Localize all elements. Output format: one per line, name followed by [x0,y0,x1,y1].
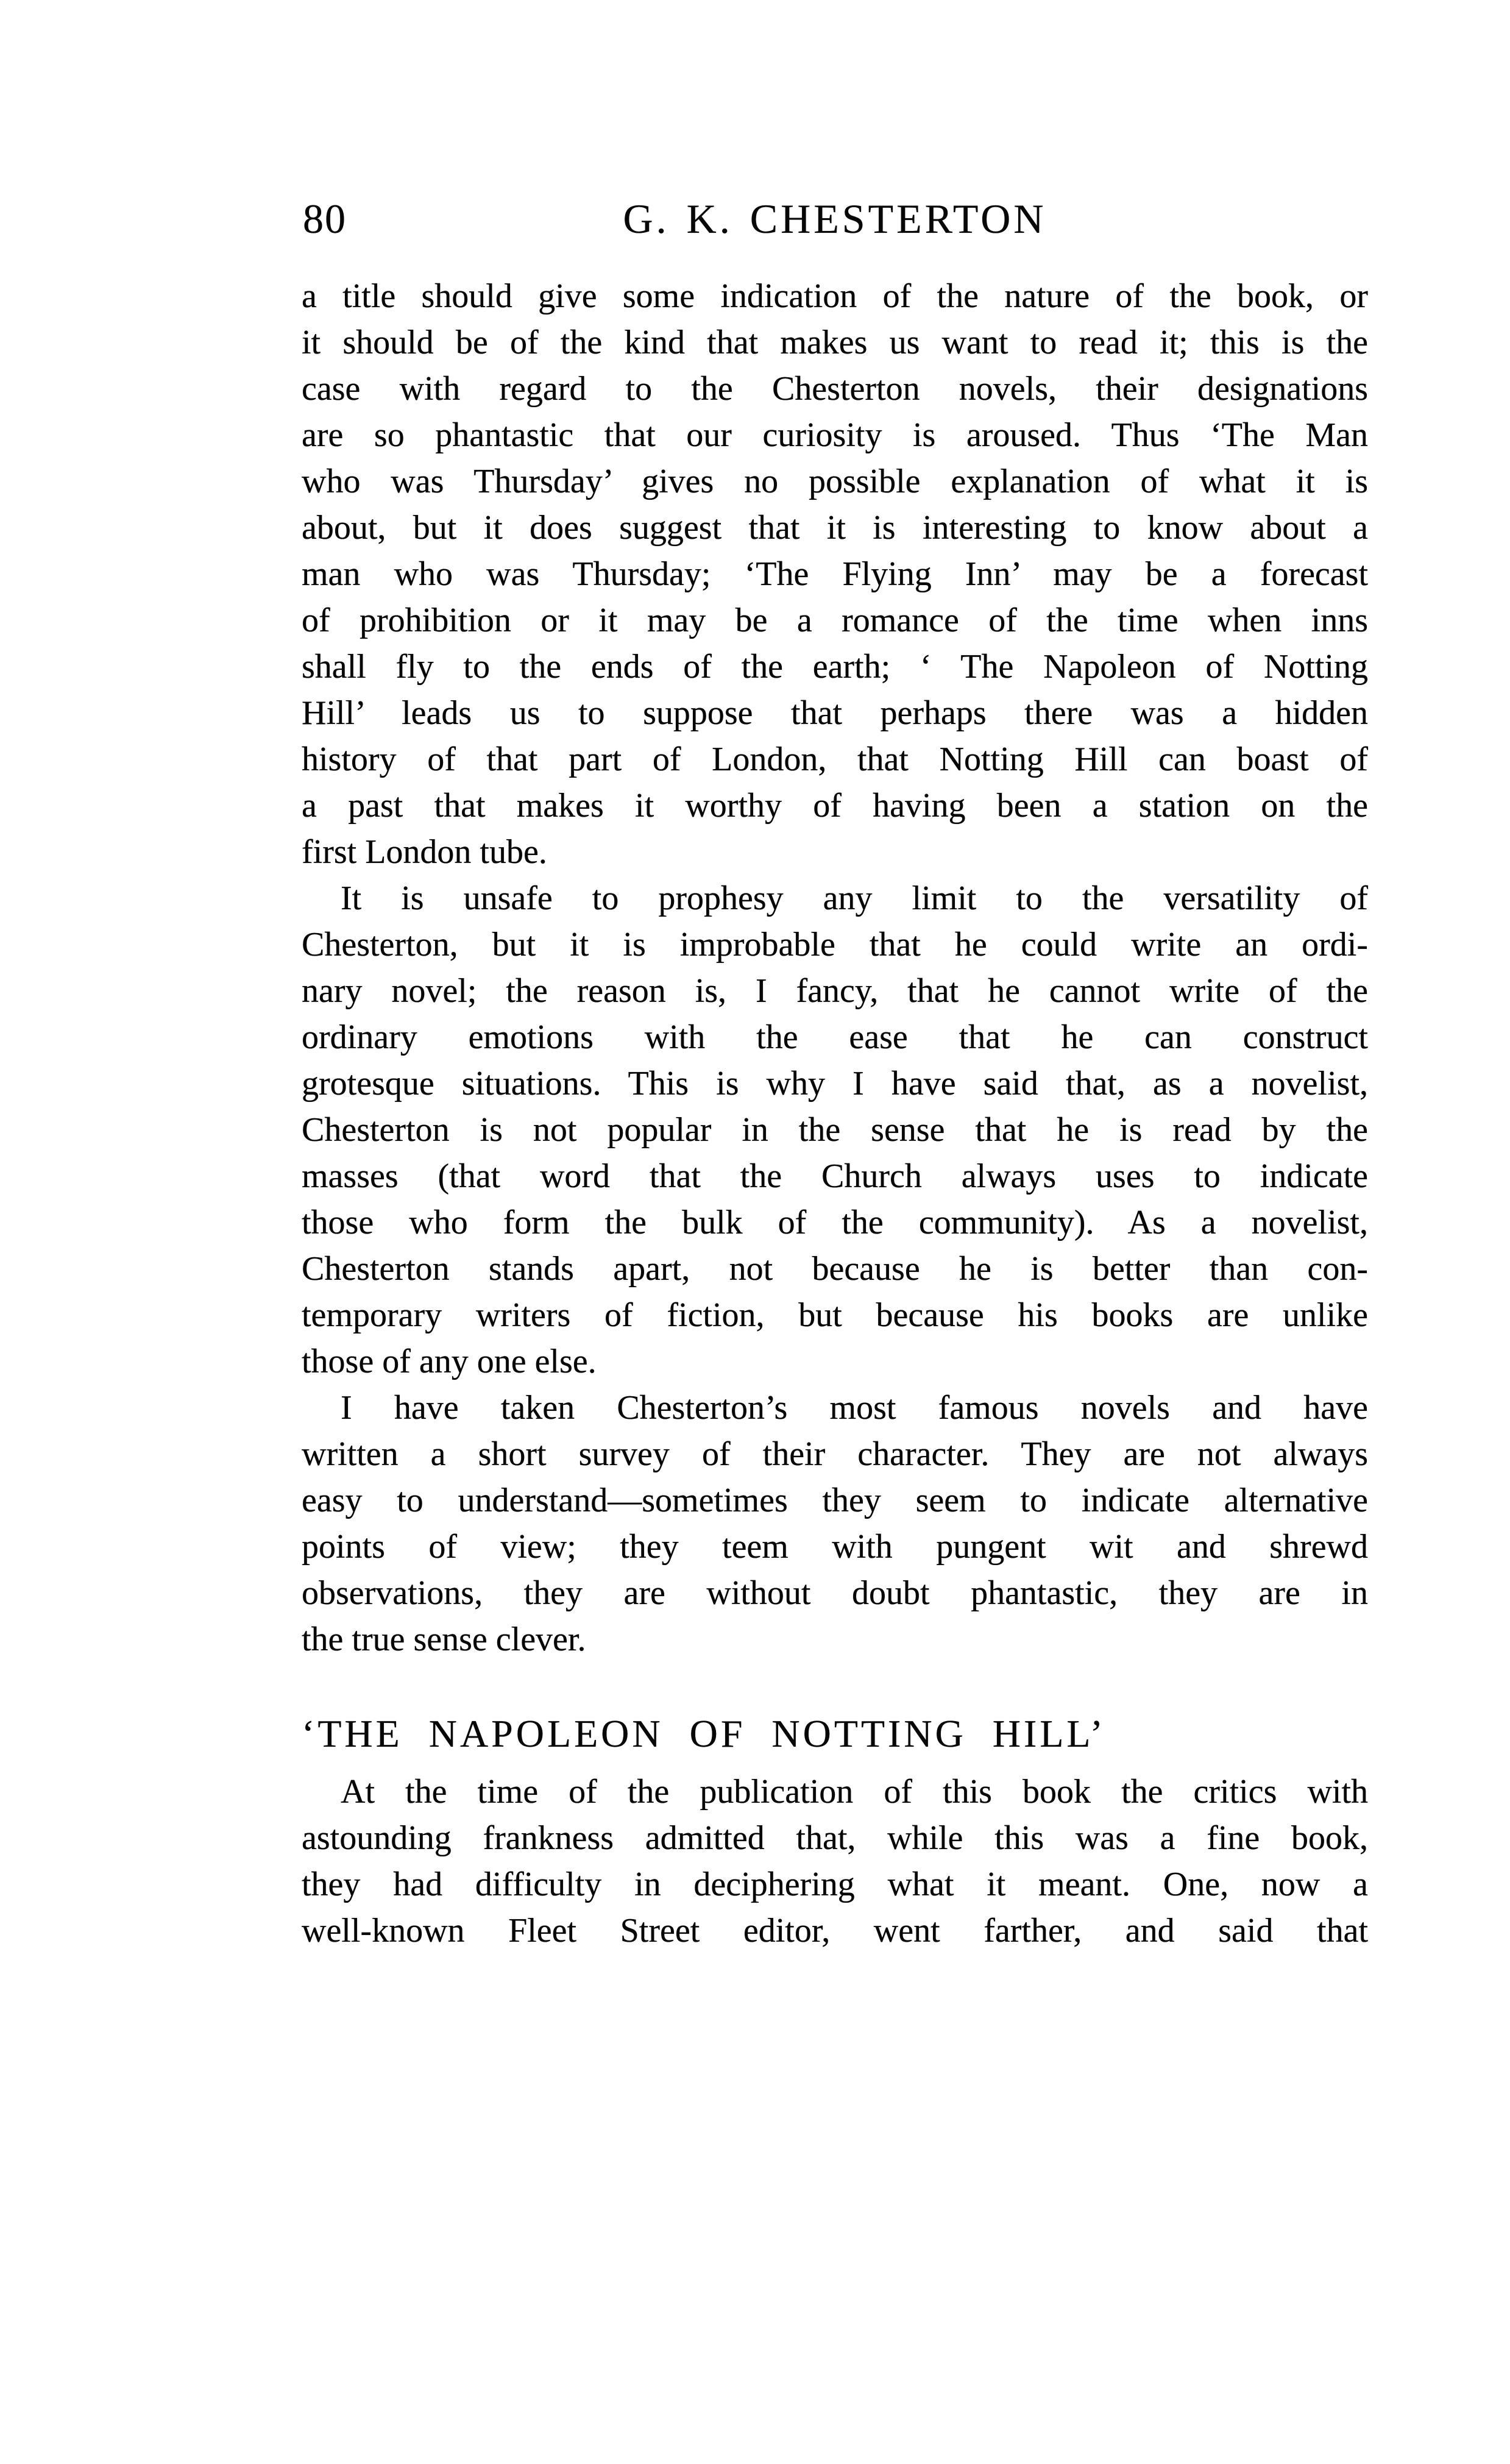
running-head [302,194,1368,244]
paragraph [302,273,1368,875]
paragraph [302,875,1368,1385]
text-line: I have taken Chesterton’s most famous novels and have [341,1389,1368,1427]
running-title: G. K. CHESTERTON [623,196,1047,242]
text-line: Hill’ leads us to suppose that perhaps there was a hidden [302,694,1368,732]
text-line: masses (that word that the Church always uses to indicate [302,1157,1368,1195]
text-line: well-known Fleet Street editor, went farther, and said that [302,1912,1368,1950]
text-line: At the time of the publication of this book the critics with [341,1773,1368,1811]
text-line: are so phantastic that our curiosity is aroused. Thus ‘The Man [302,416,1368,454]
text-line: those who form the bulk of the community). As a novelist, [302,1204,1368,1241]
text-line: man who was Thursday; ‘The Flying Inn’ may be a forecast [302,555,1368,593]
text-line: about, but it does suggest that it is interesting to know about a [302,509,1368,547]
text-line: Chesterton is not popular in the sense that he is read by the [302,1111,1368,1149]
text-line: astounding frankness admitted that, while this was a fine book, [302,1819,1368,1857]
text-line: of prohibition or it may be a romance of the time when inns [302,602,1368,639]
section-heading: ‘THE NAPOLEON OF NOTTING HILL’ [302,1712,1106,1755]
page-number: 80 [303,196,347,242]
body-text [302,273,1368,1954]
text-line: written a short survey of their character. They are not always [302,1435,1368,1473]
text-line: they had difficulty in deciphering what it meant. One, now a [302,1866,1368,1903]
text-line: easy to understand—sometimes they seem to indicate alternative [302,1482,1368,1519]
text-line: observations, they are without doubt phantastic, they are in [302,1574,1368,1612]
text-line: the true sense clever. [302,1621,586,1658]
text-line: ordinary emotions with the ease that he can construct [302,1018,1368,1056]
text-line: first London tube. [302,833,547,871]
paragraph [302,1769,1368,1954]
paragraph [302,1385,1368,1663]
text-line: shall fly to the ends of the earth; ‘ The Napoleon of Notting [302,648,1368,686]
text-line: a past that makes it worthy of having been a station on the [302,787,1368,825]
text-line: a title should give some indication of the nature of the book, or [302,277,1368,315]
text-block [302,194,1368,1954]
text-line: points of view; they teem with pungent wit and shrewd [302,1528,1368,1566]
text-line: Chesterton, but it is improbable that he could write an ordi- [302,926,1368,964]
text-line: history of that part of London, that Notting Hill can boast of [302,740,1368,778]
text-line: temporary writers of fiction, but because his books are unlike [302,1296,1368,1334]
text-line: who was Thursday’ gives no possible explanation of what it is [302,463,1368,500]
text-line: those of any one else. [302,1343,597,1380]
text-line: It is unsafe to prophesy any limit to the versatility of [341,879,1368,917]
text-line: nary novel; the reason is, I fancy, that he cannot write of the [302,972,1368,1010]
text-line: grotesque situations. This is why I have said that, as a novelist, [302,1065,1368,1102]
text-line: Chesterton stands apart, not because he is better than con- [302,1250,1368,1288]
text-line: it should be of the kind that makes us want to read it; this is the [302,324,1368,361]
text-line: case with regard to the Chesterton novels, their designations [302,370,1368,408]
